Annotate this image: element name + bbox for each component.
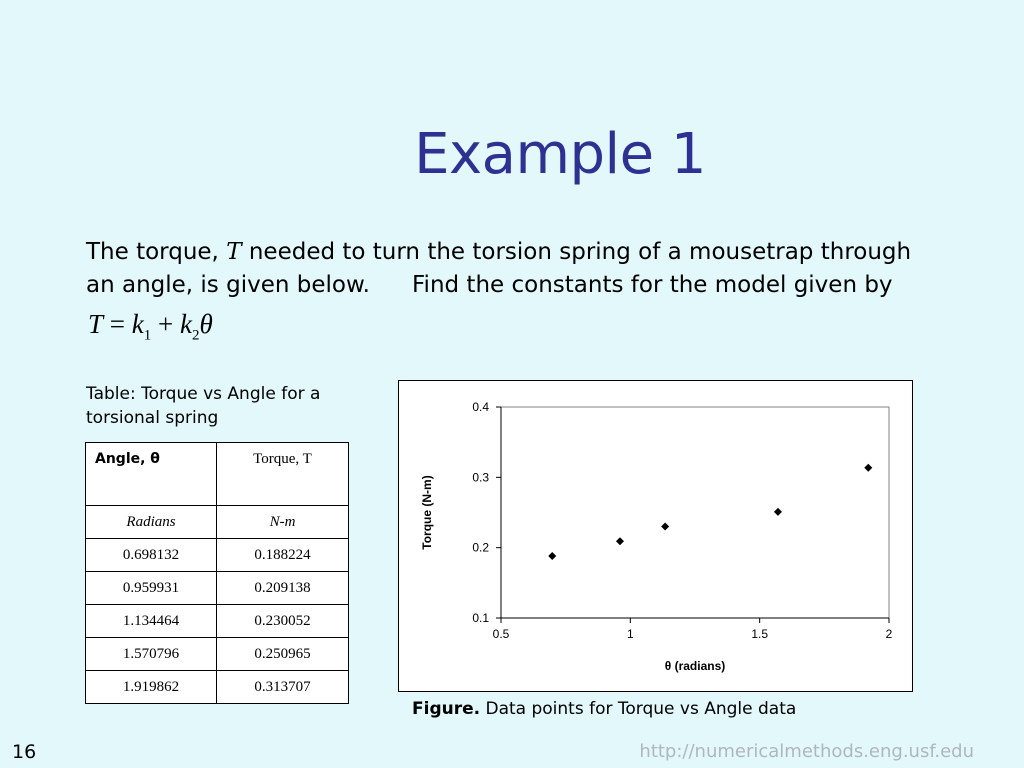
- data-point: [616, 537, 624, 545]
- y-tick-label: 0.1: [472, 611, 489, 625]
- figure-caption-label: Figure.: [412, 699, 481, 719]
- x-tick-label: 0.5: [492, 627, 510, 641]
- equation-lhs: T: [88, 309, 104, 339]
- angle-cell: 1.134464: [86, 605, 217, 638]
- x-axis-label: θ (radians): [664, 659, 726, 673]
- table-row: [86, 671, 349, 704]
- torque-angle-table: [85, 442, 349, 704]
- torque-variable: T: [226, 239, 242, 265]
- angle-cell: 0.698132: [86, 539, 217, 572]
- table-row: [86, 605, 349, 638]
- equation-sub2: 2: [191, 327, 200, 344]
- figure-caption-text: Data points for Torque vs Angle data: [480, 699, 797, 719]
- x-tick-label: 1.5: [751, 627, 769, 641]
- unit-angle: Radians: [86, 506, 217, 539]
- table-header-row: [86, 443, 349, 506]
- table-row: [86, 539, 349, 572]
- unit-torque: N-m: [217, 506, 349, 539]
- statement-line1-prefix: The torque,: [86, 239, 227, 265]
- statement-line2b: Find the constants for the model given by: [412, 272, 893, 298]
- y-tick-label: 0.3: [472, 470, 489, 485]
- data-point: [548, 552, 556, 560]
- header-torque: Torque, T: [217, 443, 349, 506]
- y-tick-label: 0.2: [472, 540, 489, 555]
- equation-k1: k: [131, 309, 144, 339]
- footer-url: http://numericalmethods.eng.usf.edu: [639, 741, 974, 762]
- equation-sub1: 1: [143, 327, 152, 344]
- chart-svg: [399, 381, 912, 691]
- statement-line1-suffix: needed to turn the torsion spring of a mousetrap through: [241, 239, 912, 265]
- scatter-chart: [398, 380, 913, 692]
- figure-caption: [412, 699, 796, 719]
- torque-cell: 0.230052: [217, 605, 349, 638]
- table-row: [86, 638, 349, 671]
- page-number: 16: [12, 741, 37, 763]
- angle-cell: 1.919862: [86, 671, 217, 704]
- equation-theta: θ: [199, 309, 213, 339]
- statement-line2a: an angle, is given below.: [86, 272, 370, 298]
- torque-cell: 0.313707: [217, 671, 349, 704]
- angle-cell: 0.959931: [86, 572, 217, 605]
- table-caption: Table: Torque vs Angle for a torsional spring: [86, 384, 321, 428]
- equation-equals: =: [103, 309, 132, 339]
- data-point: [774, 508, 782, 516]
- slide-title: Example 1: [414, 122, 706, 187]
- data-point: [661, 523, 669, 531]
- torque-cell: 0.188224: [217, 539, 349, 572]
- table-units-row: [86, 506, 349, 539]
- table-row: [86, 572, 349, 605]
- equation-plus: +: [151, 309, 180, 339]
- header-angle: Angle, θ: [86, 443, 217, 506]
- equation-k2: k: [179, 309, 192, 339]
- model-equation: [88, 309, 213, 344]
- plot-area: [501, 407, 889, 618]
- x-tick-label: 2: [885, 627, 893, 641]
- torque-cell: 0.250965: [217, 638, 349, 671]
- torque-cell: 0.209138: [217, 572, 349, 605]
- x-tick-label: 1: [626, 627, 634, 641]
- data-point: [864, 464, 872, 472]
- y-tick-label: 0.4: [472, 400, 489, 414]
- angle-cell: 1.570796: [86, 638, 217, 671]
- y-axis-label: Torque (N-m): [420, 475, 434, 550]
